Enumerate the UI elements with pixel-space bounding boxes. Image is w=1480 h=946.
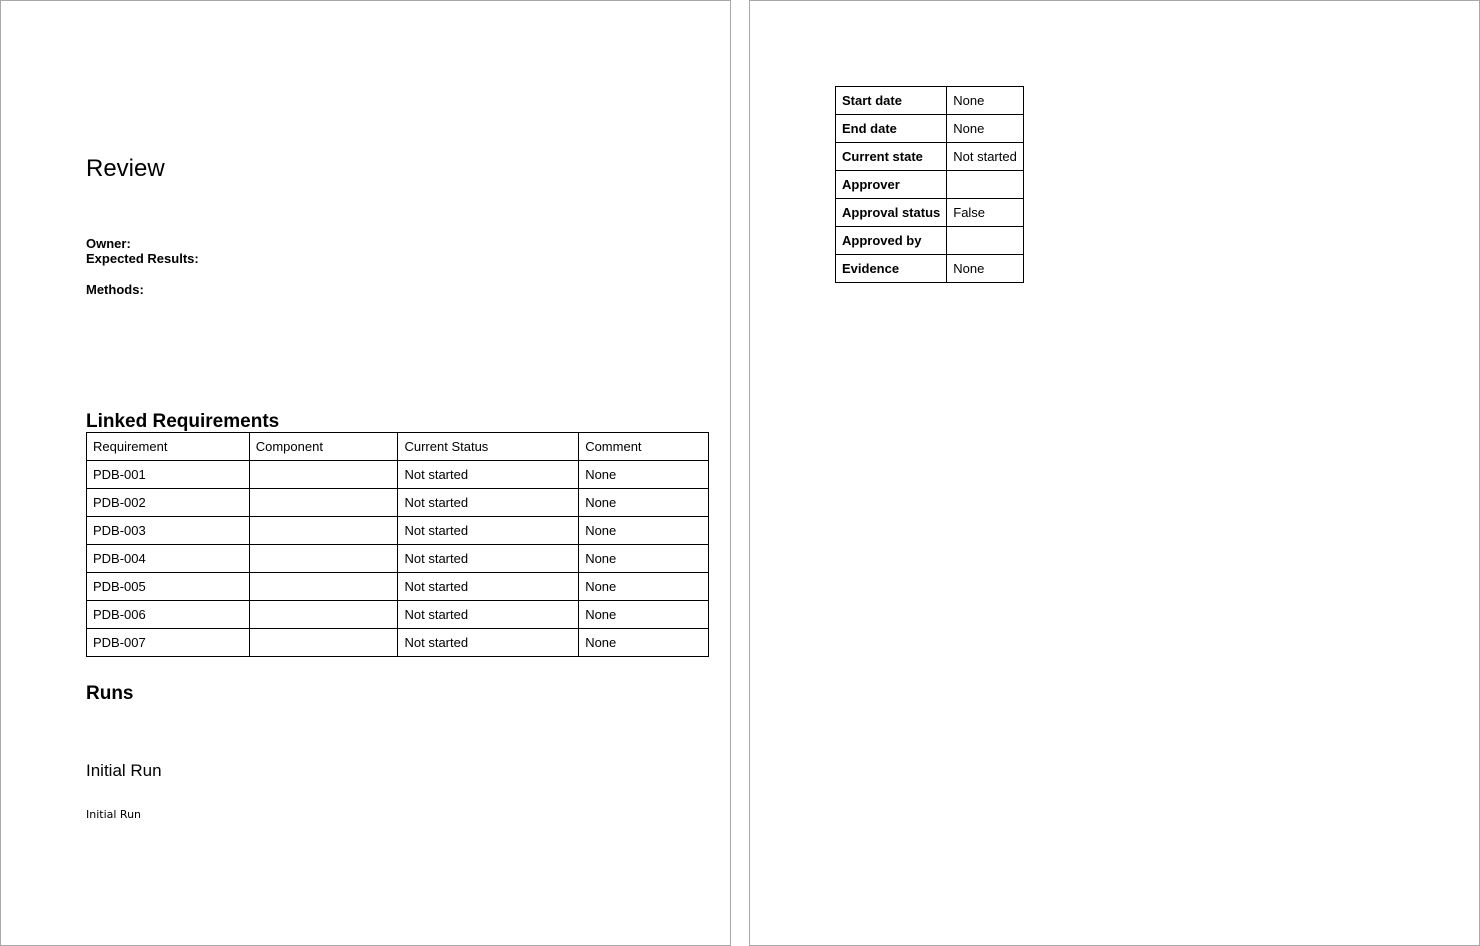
component-cell	[249, 489, 398, 517]
requirement-cell: PDB-002	[87, 489, 250, 517]
owner-label: Owner:	[86, 236, 131, 251]
property-value: None	[947, 255, 1024, 283]
property-label: Approval status	[836, 199, 947, 227]
property-row	[836, 227, 1024, 255]
methods-label: Methods:	[86, 282, 144, 297]
status-cell: Not started	[398, 461, 579, 489]
table-header-row	[87, 433, 709, 461]
header-comment: Comment	[579, 433, 709, 461]
property-row	[836, 171, 1024, 199]
requirement-cell: PDB-001	[87, 461, 250, 489]
header-component: Component	[249, 433, 398, 461]
table-row	[87, 601, 709, 629]
component-cell	[249, 629, 398, 657]
requirement-cell: PDB-007	[87, 629, 250, 657]
property-row	[836, 255, 1024, 283]
table-row	[87, 545, 709, 573]
requirement-cell: PDB-005	[87, 573, 250, 601]
property-value	[947, 171, 1024, 199]
property-value: False	[947, 199, 1024, 227]
property-row	[836, 199, 1024, 227]
property-label: Current state	[836, 143, 947, 171]
property-label: Evidence	[836, 255, 947, 283]
expected-results-label: Expected Results:	[86, 251, 199, 266]
comment-cell: None	[579, 545, 709, 573]
property-value	[947, 227, 1024, 255]
comment-cell: None	[579, 461, 709, 489]
document-page-2	[749, 0, 1480, 946]
property-label: Approver	[836, 171, 947, 199]
property-value: None	[947, 115, 1024, 143]
property-label: Start date	[836, 87, 947, 115]
properties-table	[835, 86, 1024, 283]
status-cell: Not started	[398, 517, 579, 545]
table-row	[87, 489, 709, 517]
property-label: Approved by	[836, 227, 947, 255]
comment-cell: None	[579, 489, 709, 517]
run-title: Initial Run	[86, 761, 162, 780]
document-title: Review	[86, 155, 165, 182]
requirement-cell: PDB-004	[87, 545, 250, 573]
status-cell: Not started	[398, 489, 579, 517]
property-value: None	[947, 87, 1024, 115]
comment-cell: None	[579, 573, 709, 601]
table-row	[87, 461, 709, 489]
requirements-table	[86, 432, 709, 657]
component-cell	[249, 545, 398, 573]
document-page-1	[0, 0, 731, 946]
component-cell	[249, 461, 398, 489]
requirement-cell: PDB-003	[87, 517, 250, 545]
comment-cell: None	[579, 517, 709, 545]
component-cell	[249, 601, 398, 629]
requirement-cell: PDB-006	[87, 601, 250, 629]
status-cell: Not started	[398, 629, 579, 657]
table-row	[87, 573, 709, 601]
property-row	[836, 87, 1024, 115]
status-cell: Not started	[398, 601, 579, 629]
status-cell: Not started	[398, 573, 579, 601]
comment-cell: None	[579, 601, 709, 629]
property-value: Not started	[947, 143, 1024, 171]
property-row	[836, 115, 1024, 143]
table-row	[87, 517, 709, 545]
run-text: Initial Run	[86, 808, 142, 821]
header-current-status: Current Status	[398, 433, 579, 461]
property-row	[836, 143, 1024, 171]
comment-cell: None	[579, 629, 709, 657]
status-cell: Not started	[398, 545, 579, 573]
linked-requirements-heading: Linked Requirements	[86, 411, 280, 432]
property-label: End date	[836, 115, 947, 143]
component-cell	[249, 517, 398, 545]
table-row	[87, 629, 709, 657]
component-cell	[249, 573, 398, 601]
runs-heading: Runs	[86, 683, 134, 704]
header-requirement: Requirement	[87, 433, 250, 461]
